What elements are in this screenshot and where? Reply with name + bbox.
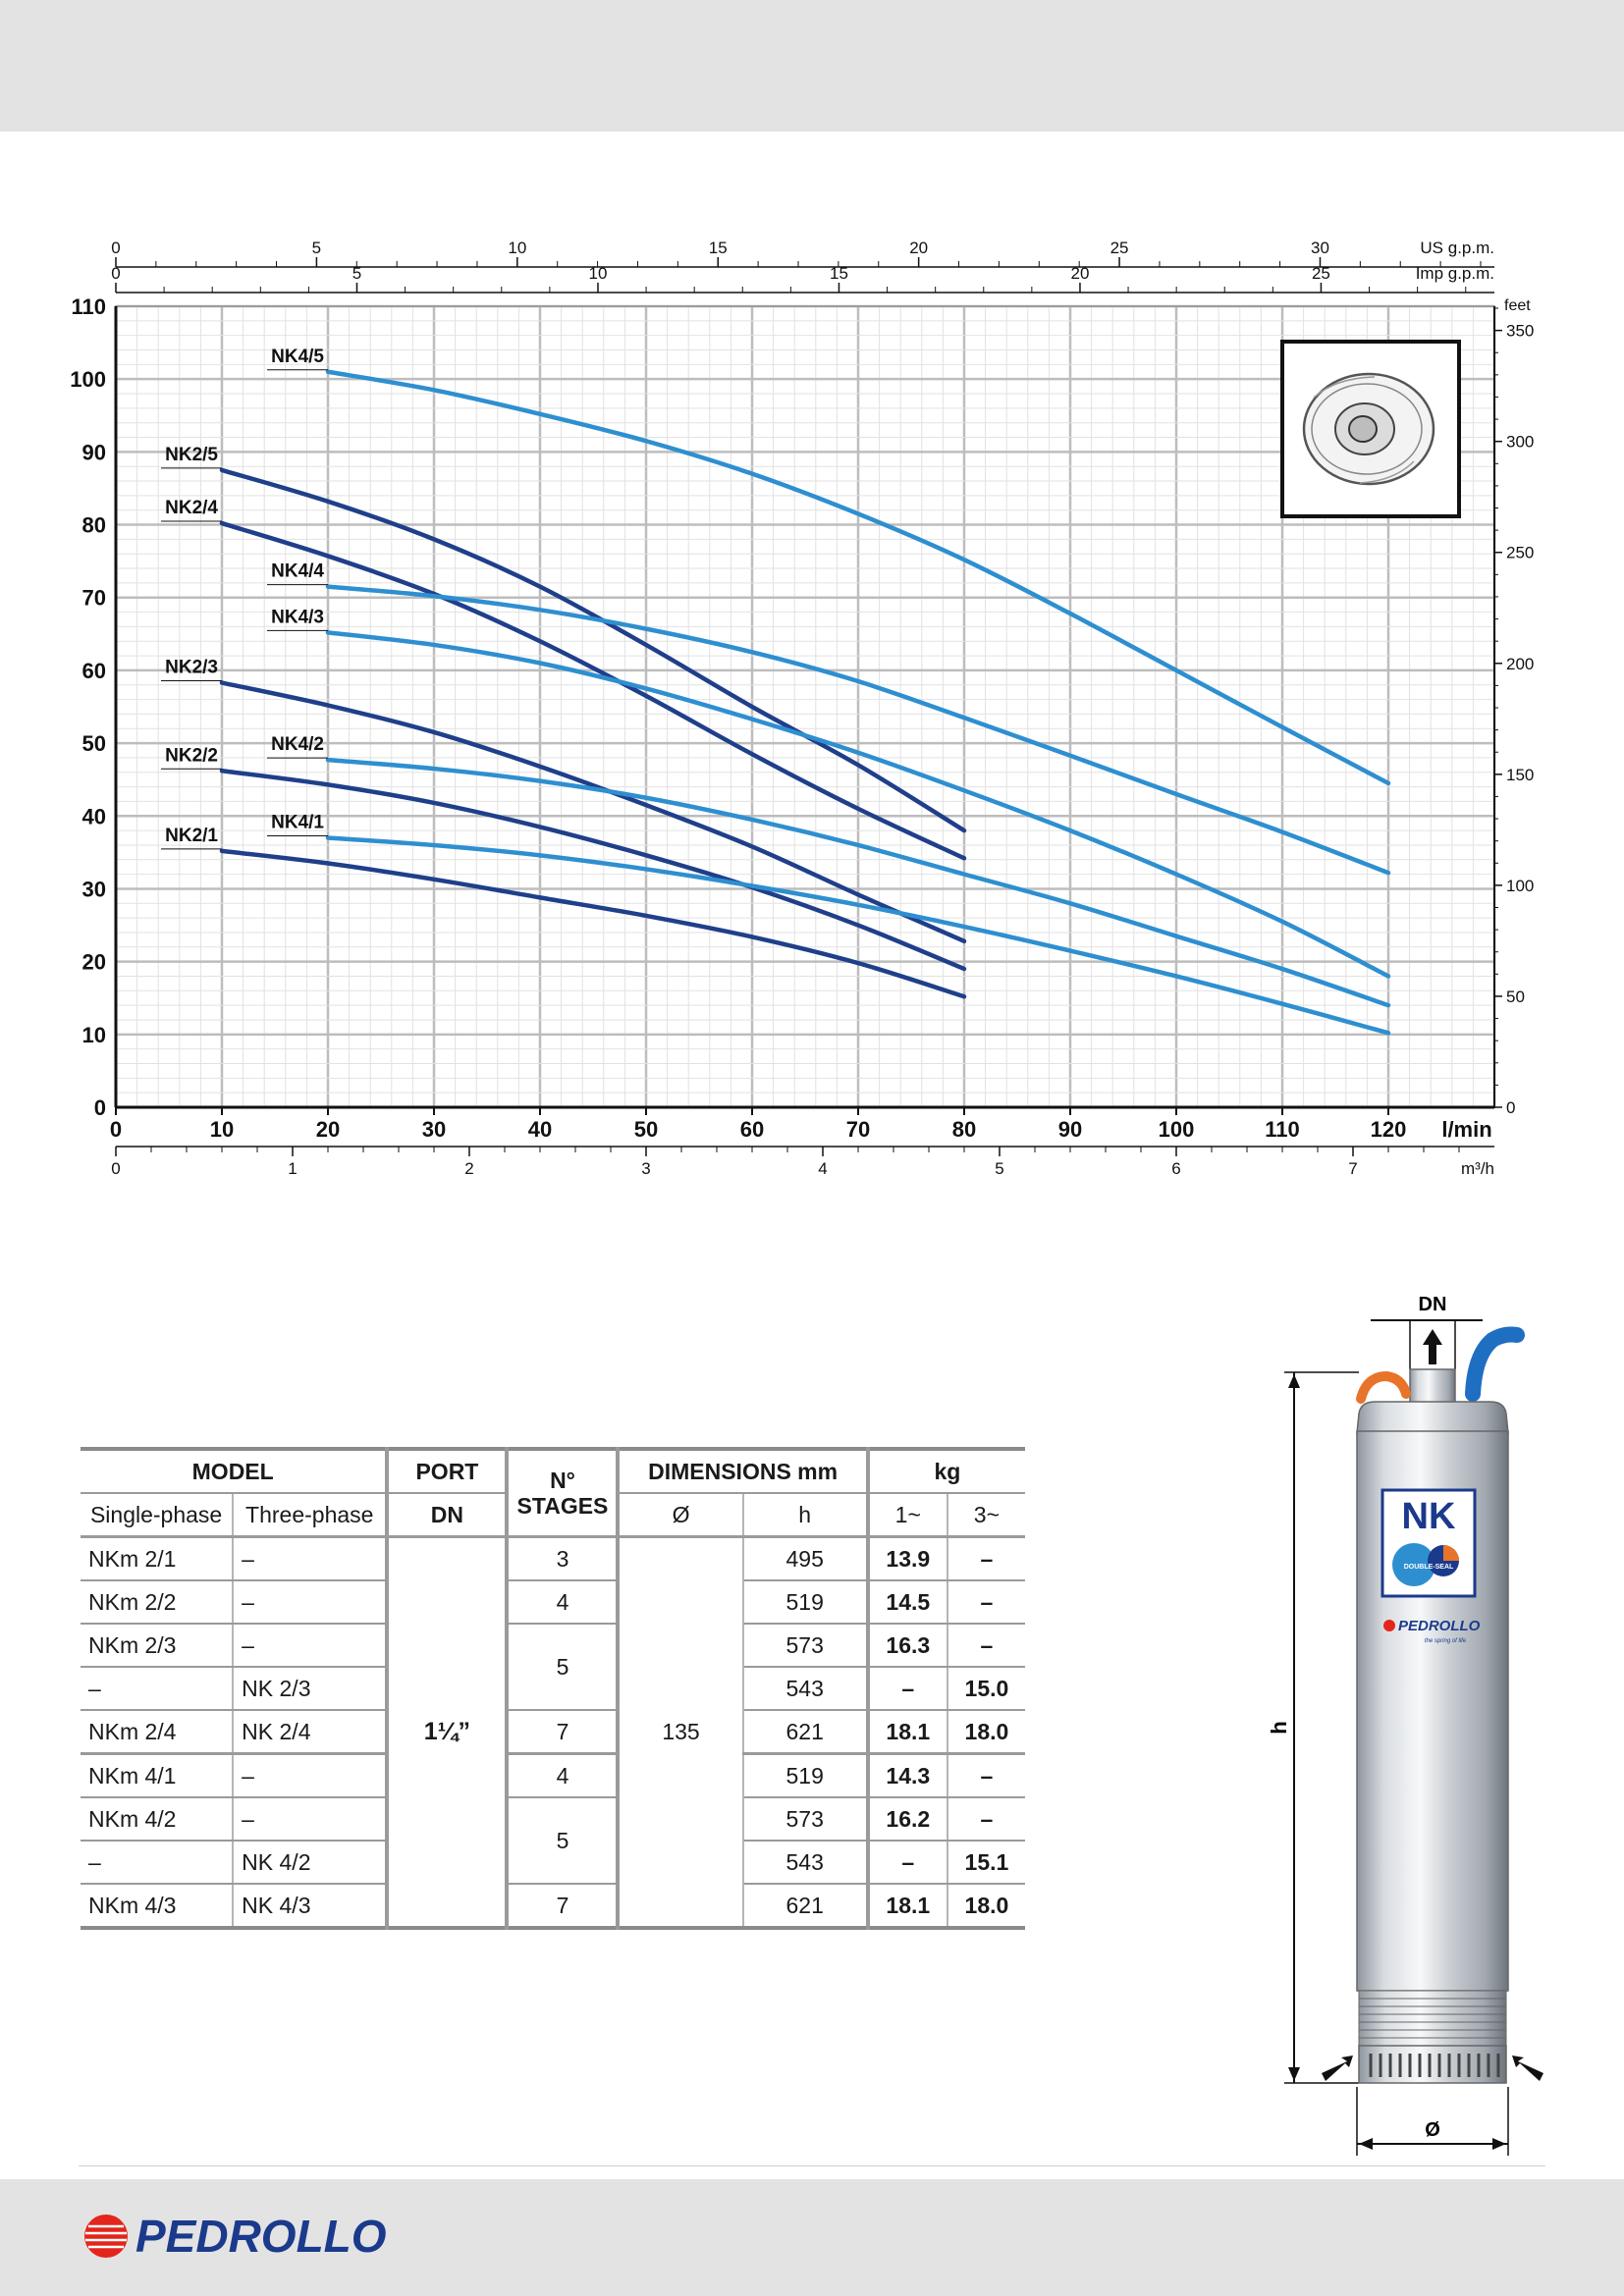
header-kg-1ph: 1~ (868, 1493, 947, 1537)
outlet-arrow-icon (1423, 1329, 1442, 1364)
inlet-arrow-left-icon (1322, 2056, 1353, 2081)
y-tick-label: 90 (81, 440, 106, 465)
cell-kg1: 16.3 (868, 1624, 947, 1667)
header-dimensions: DIMENSIONS mm (618, 1449, 867, 1493)
cell-three: – (233, 1580, 387, 1624)
us-gpm-axis-tick-label: 25 (1110, 239, 1129, 257)
x-tick-label: 40 (527, 1117, 553, 1142)
cell-stages: 7 (507, 1710, 618, 1754)
x-tick-label: 110 (1265, 1117, 1300, 1142)
table-row (81, 1580, 1025, 1624)
header-kg-3ph: 3~ (947, 1493, 1025, 1537)
cell-kg3: – (947, 1754, 1025, 1798)
pump-drawing (1237, 1276, 1551, 2160)
curve-label-nk2-4: NK2/4 (165, 498, 218, 519)
x-tick-label: 0 (109, 1117, 123, 1142)
header-model: MODEL (81, 1449, 387, 1493)
us-gpm-axis-tick-label: 10 (508, 239, 527, 257)
power-cable (1473, 1335, 1517, 1394)
cell-three: NK 2/3 (233, 1667, 387, 1710)
cell-port-value: 1¼” (387, 1537, 507, 1929)
curve-label-nk2-5: NK2/5 (165, 444, 218, 465)
badge-sub-text: DOUBLE-SEAL (1403, 1564, 1454, 1571)
h-arrow-top-icon (1288, 1374, 1300, 1388)
cell-stages: 5 (507, 1797, 618, 1884)
cell-single: – (81, 1841, 233, 1884)
m3h-axis-tick-label: 7 (1348, 1159, 1358, 1178)
cell-height: 621 (743, 1884, 868, 1928)
header-three-phase: Three-phase (233, 1493, 387, 1537)
cell-kg1: – (868, 1667, 947, 1710)
cell-single: NKm 2/1 (81, 1537, 233, 1581)
small-brand-text: PEDROLLO (1398, 1618, 1481, 1634)
cell-kg3: – (947, 1624, 1025, 1667)
cell-kg3: 15.1 (947, 1841, 1025, 1884)
small-tagline: the spring of life (1424, 1638, 1467, 1644)
feet-tick-label: 300 (1506, 432, 1535, 452)
cell-single: – (81, 1667, 233, 1710)
y-tick-label: 40 (81, 804, 106, 829)
cell-single: NKm 2/4 (81, 1710, 233, 1754)
x-tick-label: 60 (739, 1117, 765, 1142)
m3h-axis-tick-label: 1 (288, 1159, 298, 1178)
m3h-axis-tick-label: 4 (818, 1159, 828, 1178)
curve-label-nk2-2: NK2/2 (165, 745, 218, 767)
cell-height: 573 (743, 1624, 868, 1667)
cell-kg1: – (868, 1841, 947, 1884)
imp-gpm-axis-label: Imp g.p.m. (1415, 264, 1494, 283)
y-tick-label: 70 (81, 585, 106, 611)
feet-tick-label: 200 (1506, 654, 1535, 673)
cell-three: NK 2/4 (233, 1710, 387, 1754)
m3h-axis-tick-label: 2 (464, 1159, 474, 1178)
us-gpm-axis-tick-label: 0 (111, 239, 121, 257)
cell-single: NKm 4/2 (81, 1797, 233, 1841)
footer-divider (79, 2165, 1545, 2166)
imp-gpm-axis-tick-label: 25 (1311, 264, 1330, 283)
x-tick-label: 80 (951, 1117, 977, 1142)
cell-three: – (233, 1537, 387, 1581)
curve-label-nk4-4: NK4/4 (271, 561, 324, 582)
pedrollo-logo-mark-icon (84, 2215, 128, 2258)
cell-height: 573 (743, 1797, 868, 1841)
pedrollo-wordmark: PEDROLLO (135, 2211, 387, 2262)
dia-label: Ø (1425, 2119, 1440, 2141)
cell-kg1: 13.9 (868, 1537, 947, 1581)
cell-stages: 5 (507, 1624, 618, 1710)
cell-single: NKm 2/2 (81, 1580, 233, 1624)
feet-axis-label: feet (1504, 297, 1531, 314)
imp-gpm-axis-tick-label: 20 (1070, 264, 1090, 283)
x-tick-label: 120 (1370, 1117, 1407, 1142)
imp-gpm-axis-tick-label: 5 (352, 264, 362, 283)
cell-kg1: 16.2 (868, 1797, 947, 1841)
table-header-row (81, 1449, 1025, 1493)
cell-three: NK 4/3 (233, 1884, 387, 1928)
cell-kg1: 14.5 (868, 1580, 947, 1624)
header-stages: N° STAGES (507, 1449, 618, 1537)
cell-kg1: 18.1 (868, 1710, 947, 1754)
feet-tick-label: 150 (1506, 765, 1535, 784)
y-tick-label: 50 (81, 731, 106, 757)
feet-tick-label: 250 (1506, 543, 1535, 562)
table-row (81, 1624, 1025, 1667)
small-logo-mark-icon (1383, 1620, 1395, 1631)
cell-height: 519 (743, 1580, 868, 1624)
table-row (81, 1710, 1025, 1754)
y-tick-label: 10 (81, 1022, 106, 1047)
cell-kg3: – (947, 1537, 1025, 1581)
cell-height: 519 (743, 1754, 868, 1798)
pedrollo-logo (77, 2197, 410, 2275)
cell-three: – (233, 1754, 387, 1798)
cell-height: 621 (743, 1710, 868, 1754)
m3h-axis-tick-label: 3 (641, 1159, 651, 1178)
cell-kg1: 18.1 (868, 1884, 947, 1928)
cell-height: 495 (743, 1537, 868, 1581)
cell-stages: 4 (507, 1580, 618, 1624)
feet-tick-label: 0 (1506, 1098, 1516, 1117)
imp-gpm-axis-tick-label: 0 (111, 264, 121, 283)
table-row (81, 1537, 1025, 1581)
lifting-handle (1361, 1376, 1406, 1399)
header-kg: kg (868, 1449, 1025, 1493)
nk-badge-text: NK (1401, 1496, 1456, 1537)
cell-three: – (233, 1797, 387, 1841)
y-tick-label: 100 (70, 367, 106, 393)
x-tick-label: 50 (633, 1117, 659, 1142)
table-row (81, 1884, 1025, 1928)
y-tick-label: 110 (71, 294, 106, 319)
imp-gpm-axis-tick-label: 10 (588, 264, 608, 283)
header-diameter: Ø (618, 1493, 742, 1537)
cell-height: 543 (743, 1841, 868, 1884)
curve-label-nk4-2: NK4/2 (271, 734, 324, 756)
x-tick-label: 70 (845, 1117, 871, 1142)
header-single-phase: Single-phase (81, 1493, 233, 1537)
cell-three: NK 4/2 (233, 1841, 387, 1884)
cell-single: NKm 4/3 (81, 1884, 233, 1928)
us-gpm-axis-label: US g.p.m. (1420, 239, 1494, 257)
top-band (0, 0, 1624, 132)
dia-arrow-right-icon (1492, 2138, 1506, 2150)
cell-height: 543 (743, 1667, 868, 1710)
cell-three: – (233, 1624, 387, 1667)
performance-chart (0, 147, 1624, 1188)
cell-single: NKm 4/1 (81, 1754, 233, 1798)
dia-arrow-left-icon (1359, 2138, 1373, 2150)
x-tick-label: 90 (1057, 1117, 1083, 1142)
m3h-axis-tick-label: 5 (995, 1159, 1004, 1178)
header-port: PORT (387, 1449, 507, 1493)
curve-label-nk4-1: NK4/1 (271, 812, 324, 833)
x-tick-label: 10 (209, 1117, 235, 1142)
y-tick-label: 80 (81, 512, 106, 538)
cell-kg3: 18.0 (947, 1884, 1025, 1928)
cell-stages: 4 (507, 1754, 618, 1798)
us-gpm-axis-tick-label: 5 (311, 239, 322, 257)
curve-label-nk4-5: NK4/5 (271, 346, 324, 367)
curve-label-nk4-3: NK4/3 (271, 607, 324, 628)
cell-kg3: 15.0 (947, 1667, 1025, 1710)
cell-kg3: – (947, 1580, 1025, 1624)
cell-single: NKm 2/3 (81, 1624, 233, 1667)
x-tick-label: 20 (315, 1117, 341, 1142)
feet-tick-label: 100 (1506, 876, 1535, 895)
us-gpm-axis-tick-label: 30 (1311, 239, 1329, 257)
cell-stages: 3 (507, 1537, 618, 1581)
x-tick-label: 30 (421, 1117, 447, 1142)
y-tick-label: 0 (93, 1095, 106, 1120)
header-dn: DN (387, 1493, 507, 1537)
impeller-inset (1282, 342, 1459, 516)
cell-diameter-value: 135 (618, 1537, 742, 1929)
y-tick-label: 30 (81, 877, 106, 902)
h-arrow-bottom-icon (1288, 2067, 1300, 2081)
us-gpm-axis-tick-label: 20 (909, 239, 929, 257)
specification-table (81, 1447, 1025, 1930)
x-axis-label: l/min (1441, 1117, 1492, 1142)
m3h-axis-label: m³/h (1461, 1159, 1494, 1178)
m3h-axis-tick-label: 6 (1171, 1159, 1181, 1178)
feet-tick-label: 350 (1506, 321, 1535, 341)
cell-kg3: 18.0 (947, 1710, 1025, 1754)
y-tick-label: 20 (81, 949, 106, 975)
header-height: h (743, 1493, 868, 1537)
cell-stages: 7 (507, 1884, 618, 1928)
curve-label-nk2-3: NK2/3 (165, 657, 218, 678)
dn-label: DN (1418, 1294, 1447, 1315)
h-label: h (1267, 1721, 1291, 1735)
curve-label-nk2-1: NK2/1 (165, 825, 218, 846)
us-gpm-axis-tick-label: 15 (708, 239, 728, 257)
inlet-arrow-right-icon (1512, 2056, 1543, 2081)
feet-tick-label: 50 (1506, 987, 1525, 1006)
m3h-axis-tick-label: 0 (111, 1159, 121, 1178)
imp-gpm-axis-tick-label: 15 (830, 264, 848, 283)
table-row (81, 1754, 1025, 1798)
x-tick-label: 100 (1158, 1117, 1195, 1142)
cell-kg3: – (947, 1797, 1025, 1841)
pump-lower-ribs (1359, 1991, 1506, 2046)
table-row (81, 1797, 1025, 1841)
y-tick-label: 60 (81, 658, 106, 683)
cell-kg1: 14.3 (868, 1754, 947, 1798)
pump-top-cap (1357, 1402, 1508, 1433)
